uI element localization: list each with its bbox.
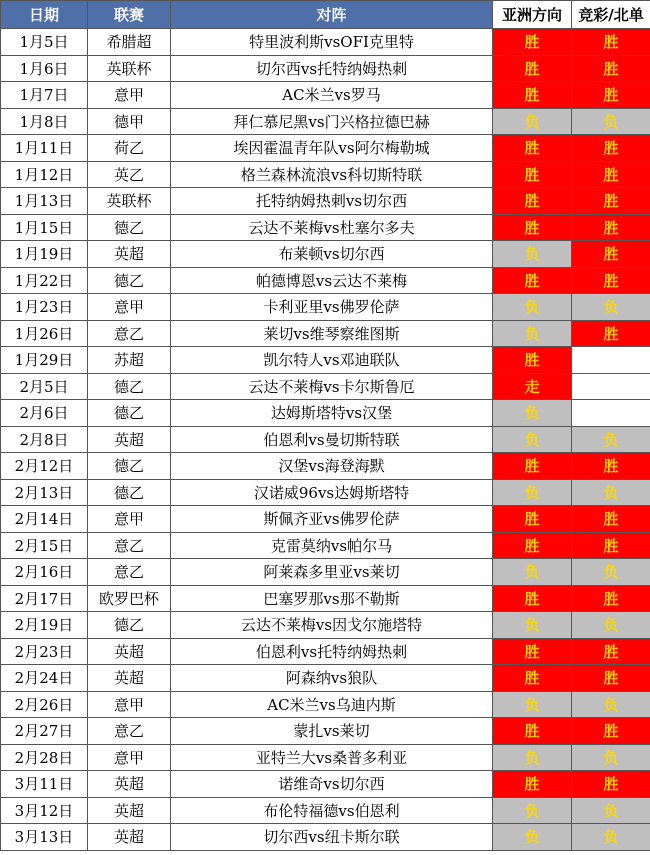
header-row bbox=[1, 1, 650, 29]
table-row bbox=[1, 426, 650, 453]
cell-asia-result: 胜 bbox=[493, 267, 572, 294]
cell-match: 布伦特福德vs伯恩利 bbox=[171, 797, 493, 824]
cell-match: AC米兰vs罗马 bbox=[171, 82, 493, 109]
cell-match: 凯尔特人vs邓迪联队 bbox=[171, 347, 493, 374]
cell-date: 2月16日 bbox=[1, 559, 88, 586]
cell-lottery-result: 负 bbox=[572, 479, 650, 506]
table-row bbox=[1, 135, 650, 162]
cell-match: 特里波利斯vsOFI克里特 bbox=[171, 29, 493, 56]
cell-league: 英乙 bbox=[88, 161, 171, 188]
cell-date: 3月12日 bbox=[1, 797, 88, 824]
cell-asia-result: 胜 bbox=[493, 585, 572, 612]
cell-date: 2月17日 bbox=[1, 585, 88, 612]
cell-match: 托特纳姆热刺vs切尔西 bbox=[171, 188, 493, 215]
cell-asia-result: 胜 bbox=[493, 665, 572, 692]
cell-date: 2月27日 bbox=[1, 718, 88, 745]
cell-lottery-result: 胜 bbox=[572, 718, 650, 745]
cell-asia-result: 负 bbox=[493, 294, 572, 321]
cell-date: 1月5日 bbox=[1, 29, 88, 56]
table-row bbox=[1, 453, 650, 480]
cell-match: AC米兰vs乌迪内斯 bbox=[171, 691, 493, 718]
cell-asia-result: 负 bbox=[493, 479, 572, 506]
cell-lottery-result: 胜 bbox=[572, 82, 650, 109]
cell-league: 意乙 bbox=[88, 320, 171, 347]
cell-asia-result: 胜 bbox=[493, 771, 572, 798]
cell-match: 诺维奇vs切尔西 bbox=[171, 771, 493, 798]
cell-asia-result: 负 bbox=[493, 108, 572, 135]
cell-asia-result: 负 bbox=[493, 691, 572, 718]
table-row bbox=[1, 585, 650, 612]
table-row bbox=[1, 267, 650, 294]
cell-asia-result: 胜 bbox=[493, 347, 572, 374]
cell-league: 英超 bbox=[88, 771, 171, 798]
cell-lottery-result: 胜 bbox=[572, 55, 650, 82]
cell-lottery-result: 胜 bbox=[572, 161, 650, 188]
cell-match: 汉堡vs海登海默 bbox=[171, 453, 493, 480]
cell-date: 2月23日 bbox=[1, 638, 88, 665]
cell-lottery-result: 负 bbox=[572, 691, 650, 718]
cell-date: 1月7日 bbox=[1, 82, 88, 109]
cell-lottery-result: 负 bbox=[572, 426, 650, 453]
cell-lottery-result: 负 bbox=[572, 294, 650, 321]
table-body bbox=[1, 29, 650, 851]
cell-league: 英联杯 bbox=[88, 188, 171, 215]
header-league: 联赛 bbox=[88, 1, 171, 29]
cell-date: 1月26日 bbox=[1, 320, 88, 347]
cell-date: 1月29日 bbox=[1, 347, 88, 374]
cell-league: 德乙 bbox=[88, 400, 171, 427]
cell-league: 意甲 bbox=[88, 82, 171, 109]
cell-lottery-result: 胜 bbox=[572, 214, 650, 241]
table-row bbox=[1, 532, 650, 559]
cell-date: 2月6日 bbox=[1, 400, 88, 427]
cell-match: 亚特兰大vs桑普多利亚 bbox=[171, 744, 493, 771]
cell-match: 拜仁慕尼黑vs门兴格拉德巴赫 bbox=[171, 108, 493, 135]
table-row bbox=[1, 718, 650, 745]
cell-league: 意甲 bbox=[88, 691, 171, 718]
cell-asia-result: 胜 bbox=[493, 532, 572, 559]
cell-match: 卡利亚里vs佛罗伦萨 bbox=[171, 294, 493, 321]
cell-asia-result: 负 bbox=[493, 320, 572, 347]
table-row bbox=[1, 320, 650, 347]
table-row bbox=[1, 691, 650, 718]
cell-date: 2月15日 bbox=[1, 532, 88, 559]
cell-match: 伯恩利vs曼切斯特联 bbox=[171, 426, 493, 453]
cell-match: 阿莱森多里亚vs莱切 bbox=[171, 559, 493, 586]
cell-date: 2月14日 bbox=[1, 506, 88, 533]
cell-asia-result: 负 bbox=[493, 559, 572, 586]
cell-league: 英超 bbox=[88, 824, 171, 851]
cell-match: 切尔西vs托特纳姆热刺 bbox=[171, 55, 493, 82]
cell-league: 英超 bbox=[88, 241, 171, 268]
cell-date: 1月23日 bbox=[1, 294, 88, 321]
cell-league: 英超 bbox=[88, 638, 171, 665]
cell-date: 2月24日 bbox=[1, 665, 88, 692]
table-row bbox=[1, 241, 650, 268]
cell-asia-result: 胜 bbox=[493, 161, 572, 188]
cell-lottery-result: 负 bbox=[572, 797, 650, 824]
cell-league: 意甲 bbox=[88, 506, 171, 533]
cell-league: 英超 bbox=[88, 797, 171, 824]
cell-match: 莱切vs维琴察维图斯 bbox=[171, 320, 493, 347]
cell-date: 1月22日 bbox=[1, 267, 88, 294]
table-row bbox=[1, 665, 650, 692]
table-row bbox=[1, 744, 650, 771]
cell-asia-result: 负 bbox=[493, 241, 572, 268]
cell-match: 斯佩齐亚vs佛罗伦萨 bbox=[171, 506, 493, 533]
table-row bbox=[1, 161, 650, 188]
cell-lottery-result: 负 bbox=[572, 744, 650, 771]
cell-lottery-result: 胜 bbox=[572, 29, 650, 56]
cell-match: 汉诺威96vs达姆斯塔特 bbox=[171, 479, 493, 506]
cell-league: 英超 bbox=[88, 426, 171, 453]
cell-date: 2月5日 bbox=[1, 373, 88, 400]
cell-asia-result: 走 bbox=[493, 373, 572, 400]
table-row bbox=[1, 638, 650, 665]
cell-match: 巴塞罗那vs那不勒斯 bbox=[171, 585, 493, 612]
cell-lottery-result: 胜 bbox=[572, 506, 650, 533]
table-row bbox=[1, 824, 650, 851]
cell-league: 德乙 bbox=[88, 214, 171, 241]
cell-lottery-result: 胜 bbox=[572, 135, 650, 162]
cell-date: 2月26日 bbox=[1, 691, 88, 718]
cell-match: 蒙扎vs莱切 bbox=[171, 718, 493, 745]
cell-league: 意乙 bbox=[88, 532, 171, 559]
cell-asia-result: 胜 bbox=[493, 718, 572, 745]
cell-league: 英联杯 bbox=[88, 55, 171, 82]
cell-lottery-result: 胜 bbox=[572, 665, 650, 692]
cell-date: 1月15日 bbox=[1, 214, 88, 241]
cell-date: 1月19日 bbox=[1, 241, 88, 268]
cell-asia-result: 胜 bbox=[493, 638, 572, 665]
cell-lottery-result: 胜 bbox=[572, 188, 650, 215]
cell-date: 3月13日 bbox=[1, 824, 88, 851]
table-row bbox=[1, 29, 650, 56]
cell-match: 阿森纳vs狼队 bbox=[171, 665, 493, 692]
cell-lottery-result: 负 bbox=[572, 559, 650, 586]
cell-lottery-result: 负 bbox=[572, 108, 650, 135]
table-row bbox=[1, 188, 650, 215]
cell-league: 欧罗巴杯 bbox=[88, 585, 171, 612]
table-row bbox=[1, 214, 650, 241]
cell-date: 1月12日 bbox=[1, 161, 88, 188]
table-row bbox=[1, 294, 650, 321]
cell-asia-result: 胜 bbox=[493, 214, 572, 241]
cell-asia-result: 负 bbox=[493, 797, 572, 824]
cell-asia-result: 胜 bbox=[493, 29, 572, 56]
table-row bbox=[1, 347, 650, 374]
cell-league: 德乙 bbox=[88, 267, 171, 294]
cell-date: 2月13日 bbox=[1, 479, 88, 506]
cell-lottery-result bbox=[572, 347, 650, 374]
cell-match: 伯恩利vs托特纳姆热刺 bbox=[171, 638, 493, 665]
cell-asia-result: 负 bbox=[493, 824, 572, 851]
cell-lottery-result: 胜 bbox=[572, 771, 650, 798]
cell-league: 意乙 bbox=[88, 718, 171, 745]
table-row bbox=[1, 373, 650, 400]
cell-match: 布莱顿vs切尔西 bbox=[171, 241, 493, 268]
cell-match: 云达不莱梅vs因戈尔施塔特 bbox=[171, 612, 493, 639]
cell-league: 德甲 bbox=[88, 108, 171, 135]
cell-match: 切尔西vs纽卡斯尔联 bbox=[171, 824, 493, 851]
cell-league: 德乙 bbox=[88, 479, 171, 506]
table-row bbox=[1, 771, 650, 798]
header-match: 对阵 bbox=[171, 1, 493, 29]
cell-date: 1月13日 bbox=[1, 188, 88, 215]
cell-match: 埃因霍温青年队vs阿尔梅勒城 bbox=[171, 135, 493, 162]
cell-date: 3月11日 bbox=[1, 771, 88, 798]
cell-league: 德乙 bbox=[88, 453, 171, 480]
table-row bbox=[1, 506, 650, 533]
cell-lottery-result: 胜 bbox=[572, 638, 650, 665]
header-lottery: 竞彩/北单 bbox=[572, 1, 650, 29]
cell-match: 克雷莫纳vs帕尔马 bbox=[171, 532, 493, 559]
cell-date: 1月8日 bbox=[1, 108, 88, 135]
cell-asia-result: 胜 bbox=[493, 82, 572, 109]
cell-lottery-result: 胜 bbox=[572, 267, 650, 294]
cell-league: 英超 bbox=[88, 665, 171, 692]
cell-league: 意乙 bbox=[88, 559, 171, 586]
cell-lottery-result: 胜 bbox=[572, 241, 650, 268]
table-row bbox=[1, 612, 650, 639]
cell-league: 意甲 bbox=[88, 744, 171, 771]
cell-asia-result: 胜 bbox=[493, 506, 572, 533]
cell-asia-result: 负 bbox=[493, 426, 572, 453]
cell-asia-result: 胜 bbox=[493, 188, 572, 215]
table-row bbox=[1, 82, 650, 109]
cell-league: 希腊超 bbox=[88, 29, 171, 56]
cell-match: 帕德博恩vs云达不莱梅 bbox=[171, 267, 493, 294]
table-row bbox=[1, 559, 650, 586]
cell-match: 云达不莱梅vs杜塞尔多夫 bbox=[171, 214, 493, 241]
cell-lottery-result: 胜 bbox=[572, 453, 650, 480]
cell-league: 苏超 bbox=[88, 347, 171, 374]
cell-lottery-result: 负 bbox=[572, 824, 650, 851]
cell-asia-result: 胜 bbox=[493, 135, 572, 162]
cell-league: 德乙 bbox=[88, 373, 171, 400]
table-row bbox=[1, 400, 650, 427]
header-asia: 亚洲方向 bbox=[493, 1, 572, 29]
cell-match: 达姆斯塔特vs汉堡 bbox=[171, 400, 493, 427]
cell-asia-result: 负 bbox=[493, 744, 572, 771]
table-row bbox=[1, 108, 650, 135]
table-row bbox=[1, 479, 650, 506]
cell-lottery-result: 负 bbox=[572, 612, 650, 639]
table-row bbox=[1, 797, 650, 824]
cell-asia-result: 负 bbox=[493, 400, 572, 427]
cell-date: 2月19日 bbox=[1, 612, 88, 639]
cell-lottery-result bbox=[572, 373, 650, 400]
cell-date: 1月6日 bbox=[1, 55, 88, 82]
cell-asia-result: 胜 bbox=[493, 453, 572, 480]
cell-match: 云达不莱梅vs卡尔斯鲁厄 bbox=[171, 373, 493, 400]
cell-league: 荷乙 bbox=[88, 135, 171, 162]
cell-lottery-result bbox=[572, 400, 650, 427]
cell-asia-result: 胜 bbox=[493, 55, 572, 82]
cell-date: 1月11日 bbox=[1, 135, 88, 162]
cell-lottery-result: 胜 bbox=[572, 320, 650, 347]
cell-league: 德乙 bbox=[88, 612, 171, 639]
header-date: 日期 bbox=[1, 1, 88, 29]
cell-date: 2月8日 bbox=[1, 426, 88, 453]
cell-league: 意甲 bbox=[88, 294, 171, 321]
cell-date: 2月28日 bbox=[1, 744, 88, 771]
cell-match: 格兰森林流浪vs科切斯特联 bbox=[171, 161, 493, 188]
cell-date: 2月12日 bbox=[1, 453, 88, 480]
cell-lottery-result: 胜 bbox=[572, 585, 650, 612]
cell-lottery-result: 胜 bbox=[572, 532, 650, 559]
cell-asia-result: 负 bbox=[493, 612, 572, 639]
table-row bbox=[1, 55, 650, 82]
